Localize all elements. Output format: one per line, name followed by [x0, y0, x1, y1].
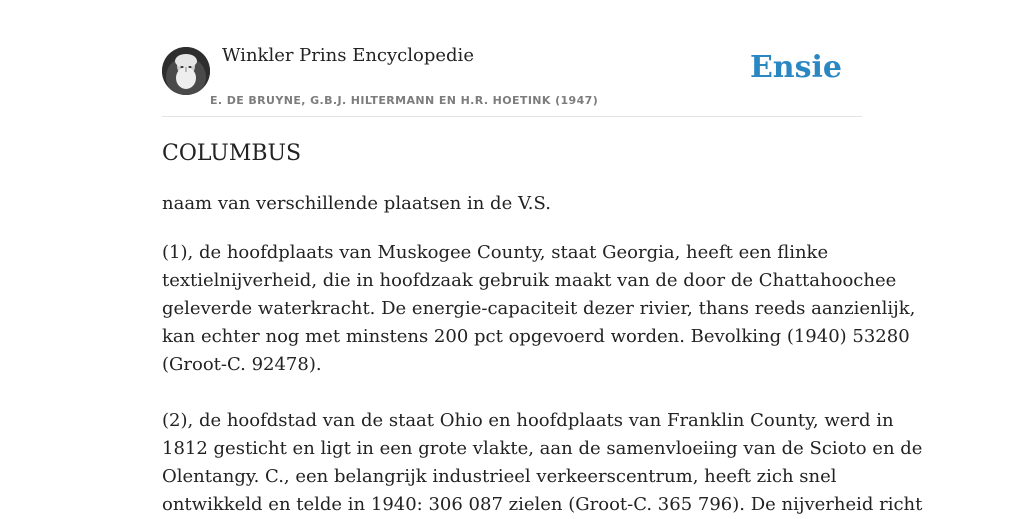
paragraph-gap [162, 379, 862, 407]
article-page [162, 0, 923, 515]
text-line: ontwikkeld en telde in 1940: 306 087 zielen (Groot-C. 365 796). De nijverheid richt [162, 494, 923, 515]
text-line: (Groot-C. 92478). [162, 354, 322, 375]
portrait-image [162, 47, 210, 95]
text-line: Olentangy. C., een belangrijk industrieel verkeerscentrum, heeft zich snel [162, 466, 837, 487]
entry-title: COLUMBUS [162, 141, 302, 166]
text-line: textielnijverheid, die in hoofdzaak gebruik maakt van de door de Chattahoochee [162, 270, 897, 291]
entry-intro: naam van verschillende plaatsen in de V.S. [162, 193, 551, 214]
source-title[interactable]: Winkler Prins Encyclopedie [222, 45, 474, 66]
ensie-logo-link[interactable]: Ensie [749, 50, 842, 85]
text-line: (1), de hoofdplaats van Muskogee County, staat Georgia, heeft een flinke [162, 242, 829, 263]
paragraph-2 [162, 407, 923, 519]
text-line: kan echter nog met minstens 200 pct opgevoerd worden. Bevolking (1940) 53280 [162, 326, 910, 347]
source-authors: E. DE BRUYNE, G.B.J. HILTERMANN EN H.R. HOETINK (1947) [210, 94, 599, 107]
text-line: (2), de hoofdstad van de staat Ohio en hoofdplaats van Franklin County, werd in [162, 410, 894, 431]
text-line: geleverde waterkracht. De energie-capaciteit dezer rivier, thans reeds aanzienlijk, [162, 298, 916, 319]
entry-body [162, 239, 923, 519]
paragraph-1 [162, 239, 916, 379]
author-avatar[interactable] [162, 47, 210, 95]
text-line: 1812 gesticht en ligt in een grote vlakte, aan de samenvloeiing van de Scioto en de [162, 438, 923, 459]
source-header [162, 0, 862, 117]
